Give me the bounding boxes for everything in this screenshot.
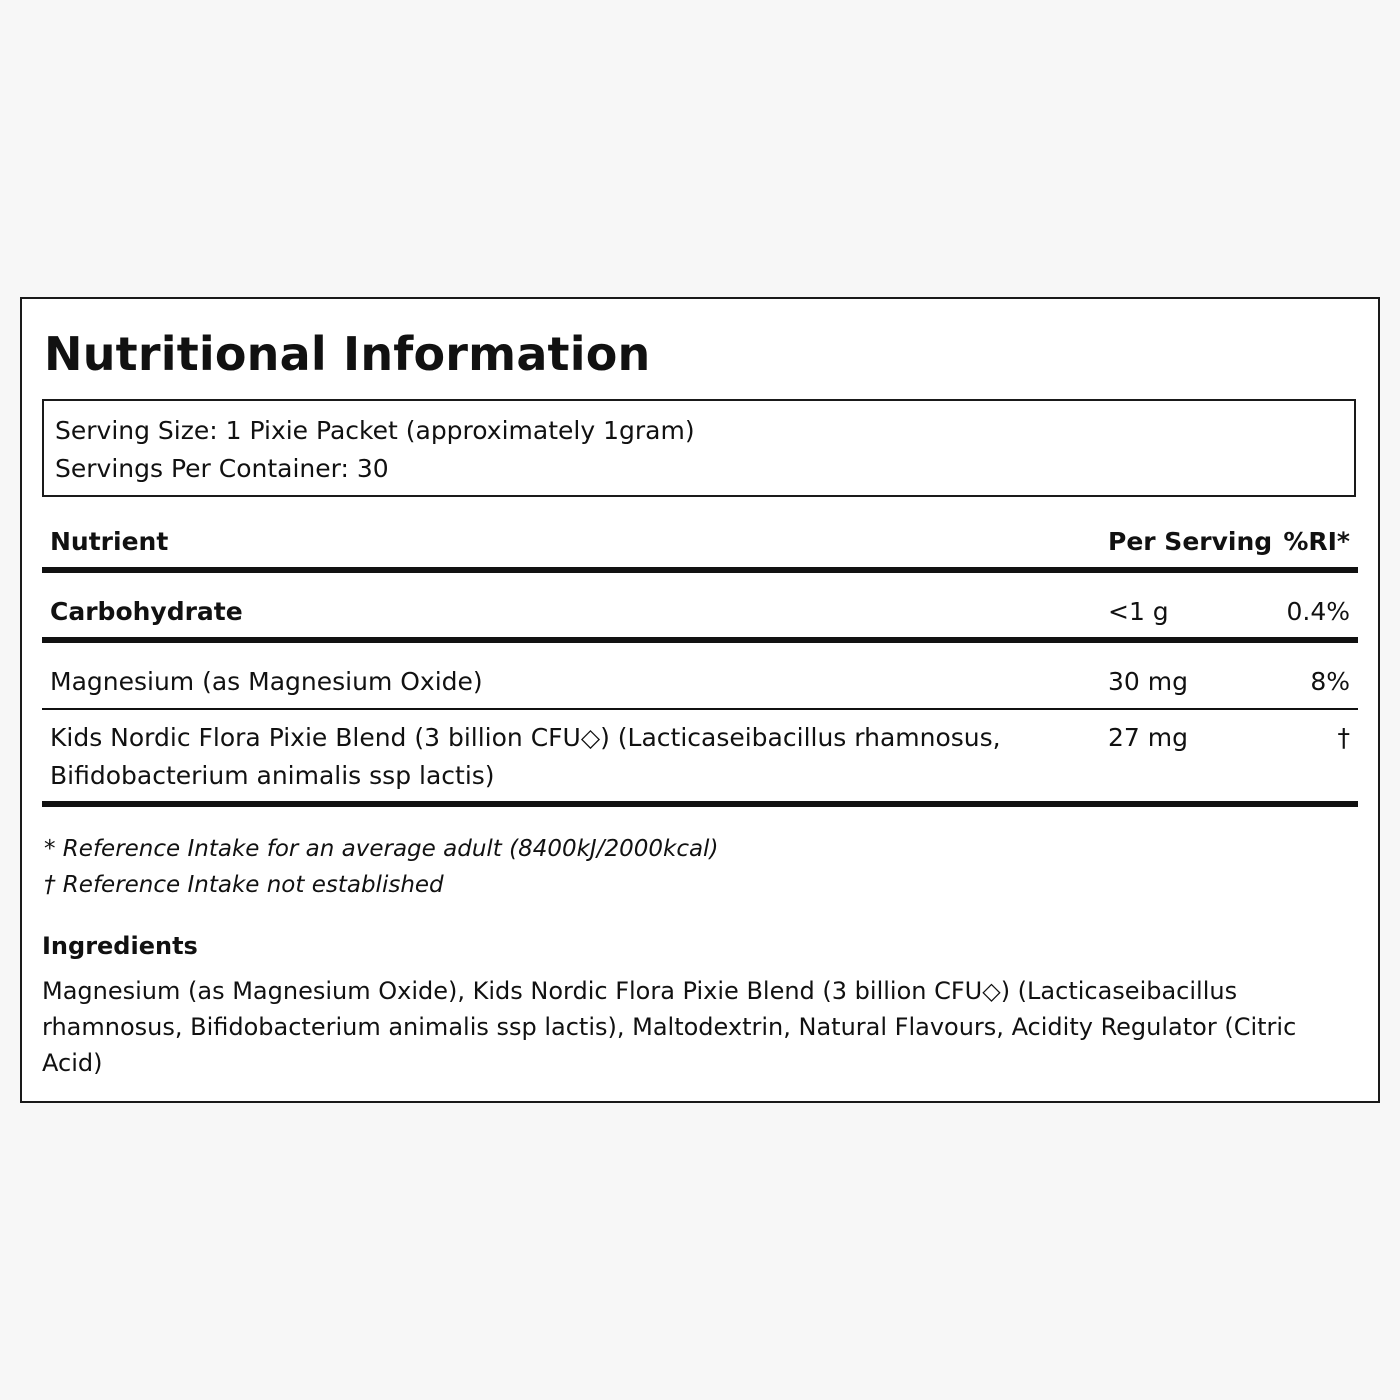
table-bottom-divider (42, 801, 1358, 807)
panel-title: Nutritional Information (44, 327, 651, 381)
row-magnesium-nutrient: Magnesium (as Magnesium Oxide) (50, 667, 483, 696)
row-magnesium-per-serving: 30 mg (1108, 667, 1188, 696)
row-blend-per-serving: 27 mg (1108, 723, 1188, 752)
footnote-not-established: † Reference Intake not established (44, 872, 444, 898)
header-nutrient: Nutrient (50, 527, 169, 556)
servings-per-container: Servings Per Container: 30 (55, 454, 389, 483)
ingredients-heading: Ingredients (42, 932, 198, 960)
serving-size: Serving Size: 1 Pixie Packet (approximately 1gram) (55, 416, 695, 445)
row-divider-thick (42, 637, 1358, 643)
header-divider (42, 567, 1358, 573)
row-carbohydrate-nutrient: Carbohydrate (50, 597, 243, 626)
row-blend-ri: † (1337, 723, 1350, 752)
row-blend-nutrient-line1: Kids Nordic Flora Pixie Blend (3 billion CFU◇) (Lacticaseibacillus rhamnosus, (50, 723, 1001, 752)
header-per-serving: Per Serving (1108, 527, 1273, 556)
row-blend-nutrient-line2: Bifidobacterium animalis ssp lactis) (50, 761, 495, 790)
row-carbohydrate-ri: 0.4% (1286, 597, 1350, 626)
row-carbohydrate-per-serving: <1 g (1108, 597, 1169, 626)
row-divider-thin (42, 708, 1358, 710)
serving-info-box (42, 399, 1356, 497)
nutrition-panel (20, 297, 1380, 1103)
row-magnesium-ri: 8% (1310, 667, 1350, 696)
header-ri: %RI* (1283, 527, 1350, 556)
ingredients-text: Magnesium (as Magnesium Oxide), Kids Nordic Flora Pixie Blend (3 billion CFU◇) (Lacticaseibacillus rhamnosus, Bifidobacterium animalis ssp lactis), Maltodextrin, Natural Flavours, Acidity Regulator (Citric Acid) (42, 977, 1297, 1077)
footnote-ri: * Reference Intake for an average adult (8400kJ/2000kcal) (44, 836, 719, 862)
